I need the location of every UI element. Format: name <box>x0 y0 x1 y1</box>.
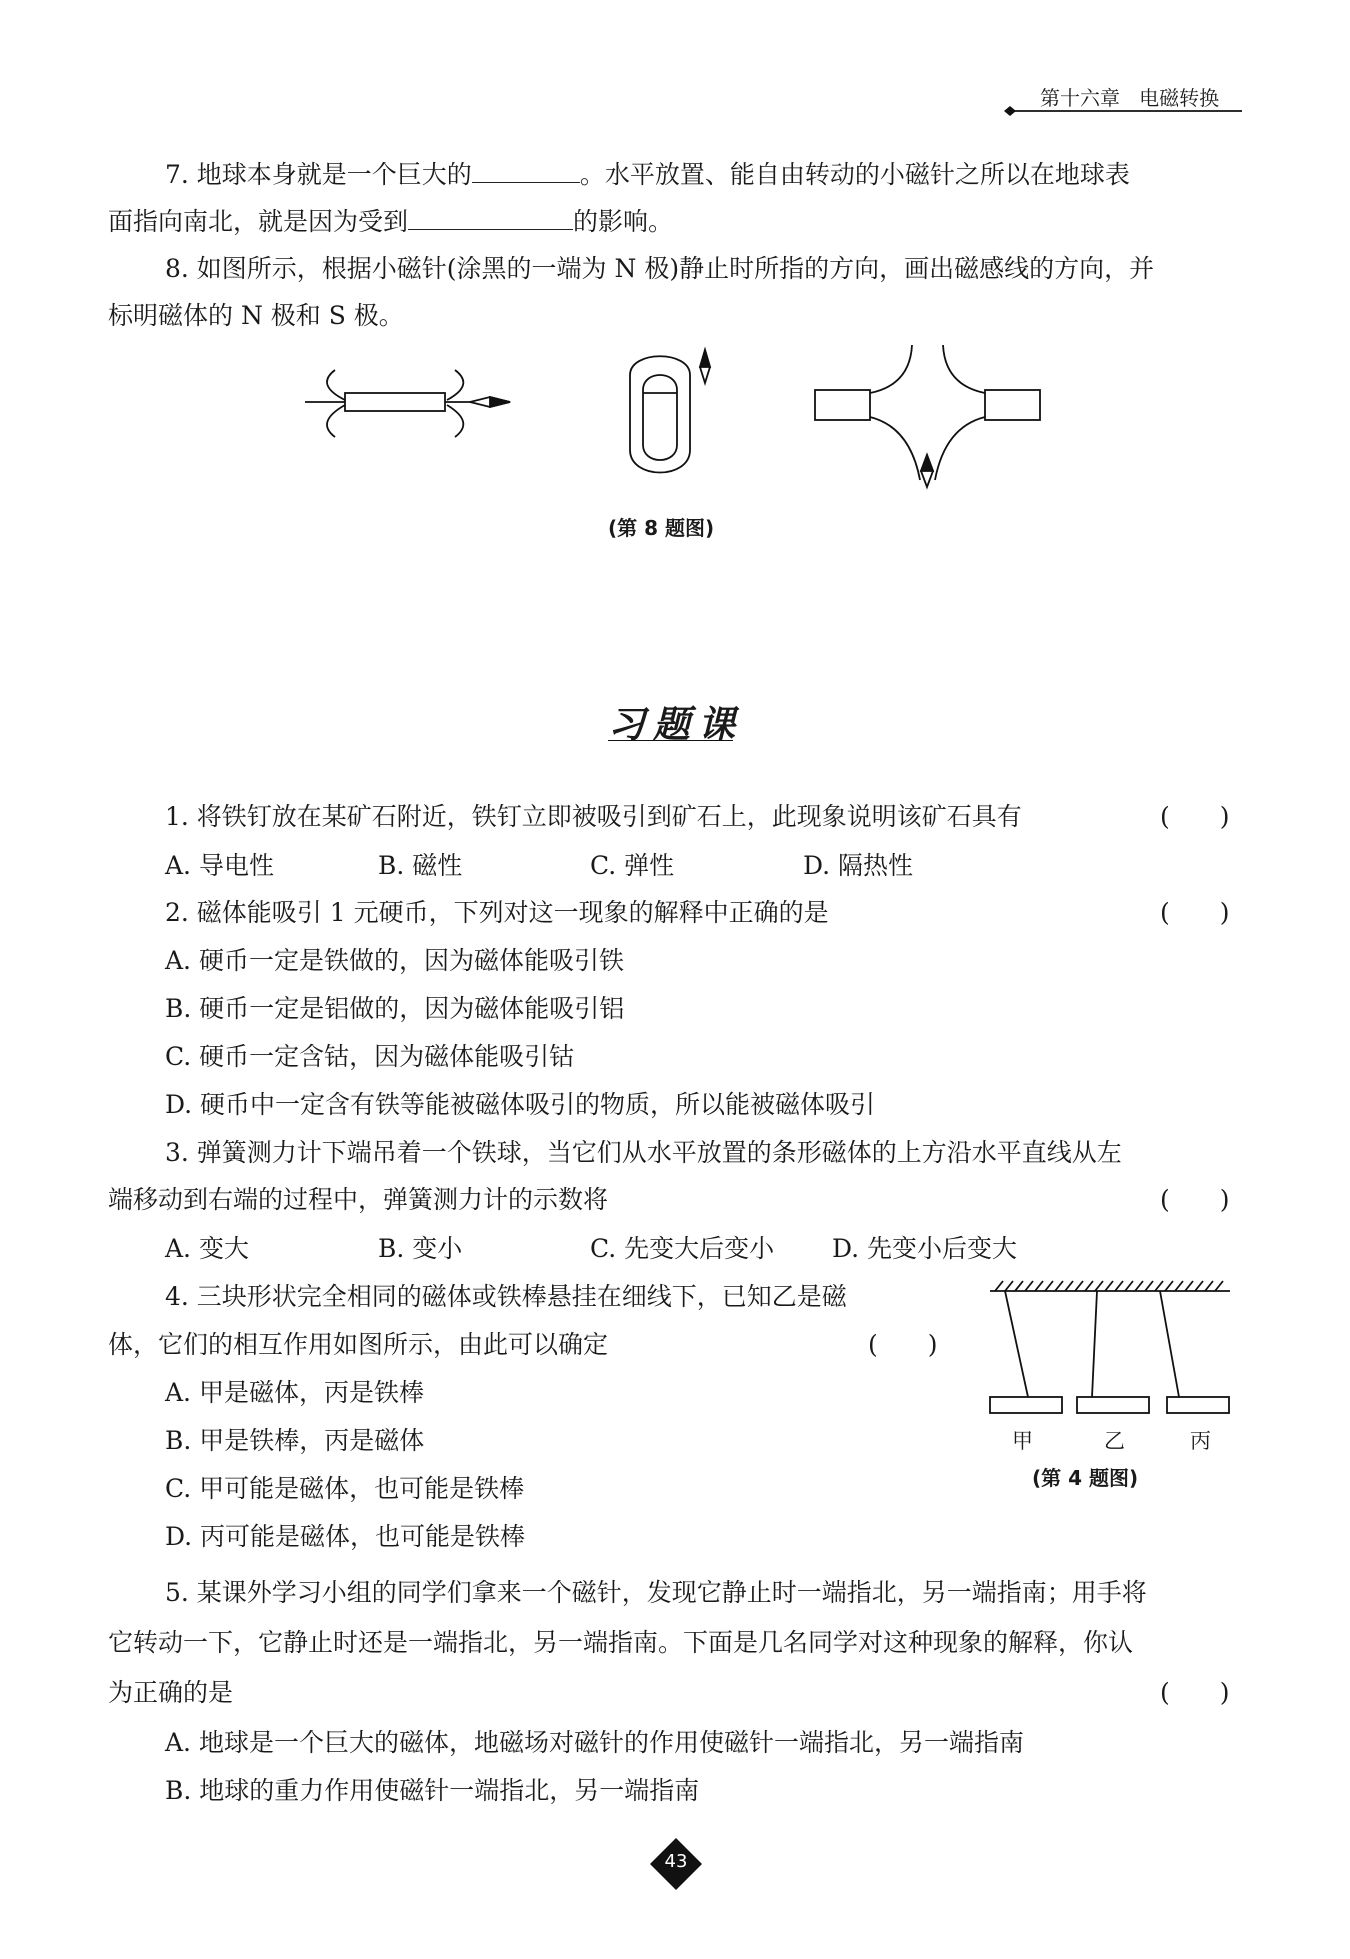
q8-line-2: 标明磁体的 N 极和 S 极。 <box>108 301 404 330</box>
e1-option-a[interactable]: A. 导电性 <box>165 851 274 880</box>
chapter-number: 第十六章 <box>1040 86 1120 110</box>
ceiling-hatch <box>995 1281 1223 1291</box>
thread-jia <box>1005 1291 1028 1397</box>
figure-4-caption: (第 4 题图) <box>1032 1466 1139 1490</box>
chapter-title: 电磁转换 <box>1139 86 1220 110</box>
answer-blank[interactable] <box>472 156 580 183</box>
e1-stem: 1. 将铁钉放在某矿石附近，铁钉立即被吸引到矿石上，此现象说明该矿石具有 <box>165 802 1022 831</box>
thread-bing <box>1160 1291 1179 1397</box>
q7-line-2: 面指向南北，就是因为受到 的影响。 <box>108 203 673 238</box>
figure-8 <box>295 345 1055 505</box>
e5-line-2: 它转动一下，它静止时还是一端指北，另一端指南。下面是几名同学对这种现象的解释，你认 <box>108 1628 1134 1657</box>
answer-paren[interactable]: ( ) <box>1160 1185 1230 1214</box>
e3-option-c[interactable]: C. 先变大后变小 <box>590 1234 775 1263</box>
e2-option-a[interactable]: A. 硬币一定是铁做的，因为磁体能吸引铁 <box>165 946 624 975</box>
e5-option-a[interactable]: A. 地球是一个巨大的磁体，地磁场对磁针的作用使磁针一端指北，另一端指南 <box>165 1728 1024 1757</box>
answer-paren[interactable]: ( ) <box>1160 1678 1230 1707</box>
e1-option-d[interactable]: D. 隔热性 <box>803 851 914 880</box>
e1-option-b[interactable]: B. 磁性 <box>378 851 463 880</box>
q7-line-1: 7. 地球本身就是一个巨大的 。水平放置、能自由转动的小磁针之所以在地球表 <box>165 156 1130 191</box>
e5-line-3: 为正确的是 <box>108 1678 234 1707</box>
answer-paren[interactable]: ( ) <box>1160 898 1230 927</box>
section-title: 习题课 <box>608 702 743 746</box>
e1-option-c[interactable]: C. 弹性 <box>590 851 675 880</box>
e3-line-1: 3. 弹簧测力计下端吊着一个铁球，当它们从水平放置的条形磁体的上方沿水平直线从左 <box>165 1138 1122 1167</box>
e5-line-1: 5. 某课外学习小组的同学们拿来一个磁针，发现它静止时一端指北，另一端指南；用手将 <box>165 1578 1147 1607</box>
u-magnet-diagram <box>630 350 710 473</box>
bar-jia <box>990 1397 1062 1413</box>
thread-yi <box>1092 1291 1097 1397</box>
e3-line-2: 端移动到右端的过程中，弹簧测力计的示数将 <box>108 1185 609 1214</box>
label-bing: 丙 <box>1190 1429 1211 1453</box>
figure-4 <box>985 1275 1235 1425</box>
answer-paren[interactable]: ( ) <box>1160 802 1230 831</box>
e4-option-d[interactable]: D. 丙可能是磁体，也可能是铁棒 <box>165 1522 526 1551</box>
e5-option-b[interactable]: B. 地球的重力作用使磁针一端指北，另一端指南 <box>165 1776 700 1805</box>
bar-magnet-diagram <box>305 370 510 437</box>
e4-option-c[interactable]: C. 甲可能是磁体，也可能是铁棒 <box>165 1474 525 1503</box>
e4-option-a[interactable]: A. 甲是磁体，丙是铁棒 <box>165 1378 424 1407</box>
answer-blank[interactable] <box>408 203 573 230</box>
label-jia: 甲 <box>1012 1429 1033 1453</box>
e2-option-c[interactable]: C. 硬币一定含钴，因为磁体能吸引钴 <box>165 1042 575 1071</box>
e4-option-b[interactable]: B. 甲是铁棒，丙是磁体 <box>165 1426 425 1455</box>
e3-option-a[interactable]: A. 变大 <box>165 1234 249 1263</box>
figure-8-caption: (第 8 题图) <box>608 516 715 540</box>
bar-yi <box>1077 1397 1149 1413</box>
header-rule <box>1000 104 1245 118</box>
e2-option-d[interactable]: D. 硬币中一定含有铁等能被磁体吸引的物质，所以能被磁体吸引 <box>165 1090 876 1119</box>
answer-paren[interactable]: ( ) <box>868 1330 938 1359</box>
label-yi: 乙 <box>1104 1429 1125 1453</box>
e4-line-1: 4. 三块形状完全相同的磁体或铁棒悬挂在细线下，已知乙是磁 <box>165 1282 847 1311</box>
facing-magnets-diagram <box>815 345 1040 487</box>
e3-option-d[interactable]: D. 先变小后变大 <box>832 1234 1018 1263</box>
e3-option-b[interactable]: B. 变小 <box>378 1234 463 1263</box>
e4-line-2: 体，它们的相互作用如图所示，由此可以确定 <box>108 1330 609 1359</box>
q8-line-1: 8. 如图所示，根据小磁针(涂黑的一端为 N 极)静止时所指的方向，画出磁感线的方向，并 <box>165 254 1155 283</box>
bar-bing <box>1167 1397 1229 1413</box>
page-number: 43 <box>664 1851 688 1872</box>
e2-stem: 2. 磁体能吸引 1 元硬币，下列对这一现象的解释中正确的是 <box>165 898 829 927</box>
section-title-underline <box>608 740 733 741</box>
e2-option-b[interactable]: B. 硬币一定是铝做的，因为磁体能吸引铝 <box>165 994 625 1023</box>
